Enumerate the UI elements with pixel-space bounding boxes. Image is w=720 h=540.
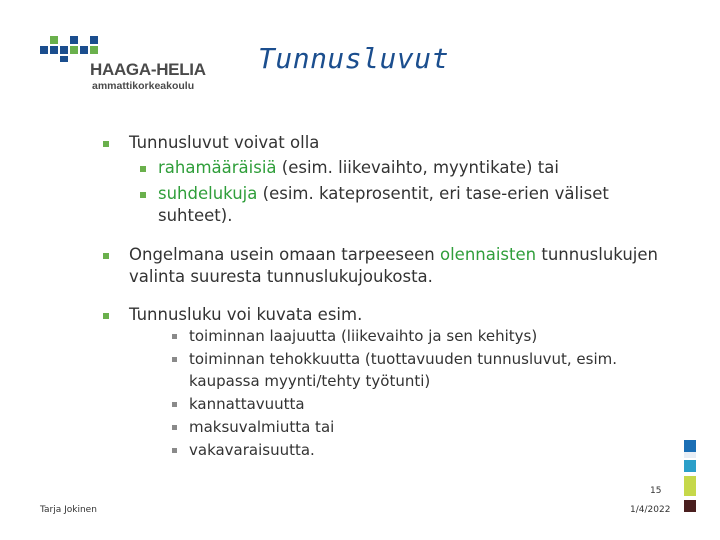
bullet-marker: [140, 166, 146, 172]
color-bar: [684, 460, 696, 472]
color-bar: [684, 476, 696, 496]
bullet-3-sub-5: vakavaraisuutta.: [189, 441, 315, 459]
bullet-marker: [172, 334, 177, 339]
page-number: 15: [650, 486, 662, 496]
bullet-3-sub-2-cont: kaupassa myynti/tehty työtunti): [189, 372, 431, 390]
bullet-3-sub-4: maksuvalmiutta tai: [189, 418, 335, 436]
color-bar: [684, 440, 696, 452]
text: tunnuslukujen: [536, 245, 658, 264]
bullet-marker: [103, 313, 109, 319]
bullet-marker: [103, 253, 109, 259]
color-bar-spacer: [684, 452, 696, 458]
bullet-3-sub-3: kannattavuutta: [189, 395, 305, 413]
bullet-marker: [103, 141, 109, 147]
slide-title: Tunnusluvut: [258, 42, 449, 75]
bullet-3-sub-2: toiminnan tehokkuutta (tuottavuuden tunnusluvut, esim.: [189, 350, 618, 368]
bullet-2-text: [129, 245, 658, 264]
bullet-marker: [172, 402, 177, 407]
haaga-helia-logo: [38, 32, 208, 94]
bullet-marker: [172, 357, 177, 362]
highlight-text: suhdelukuja: [158, 184, 258, 203]
highlight-text: rahamääräisiä: [158, 158, 277, 177]
logo-subtitle: ammattikorkeakoulu: [92, 80, 195, 92]
bullet-1-text: Tunnusluvut voivat olla: [129, 133, 320, 152]
bullet-3-sub-1: toiminnan laajuutta (liikevaihto ja sen kehitys): [189, 327, 538, 345]
bullet-1-sub-2: [158, 184, 609, 203]
sub-text: (esim. liikevaihto, myyntikate) tai: [276, 158, 559, 177]
text: Ongelmana usein omaan tarpeeseen: [129, 245, 440, 264]
bullet-3-text: Tunnusluku voi kuvata esim.: [129, 305, 363, 324]
bullet-marker: [172, 448, 177, 453]
highlight-text: olennaisten: [439, 245, 537, 264]
logo-squares-icon: [38, 32, 98, 62]
bullet-marker: [140, 192, 146, 198]
sub-text: (esim. kateprosentit, eri tase-erien väliset: [257, 184, 609, 203]
footer-author: Tarja Jokinen: [40, 505, 97, 515]
bullet-2-cont: valinta suuresta tunnuslukujoukosta.: [129, 267, 433, 286]
footer-date: 1/4/2022: [630, 505, 671, 515]
logo-name: HAAGA-HELIA: [90, 60, 206, 79]
color-bar: [684, 500, 696, 512]
bullet-marker: [172, 425, 177, 430]
bullet-1-sub-1: [158, 158, 559, 177]
bullet-1-sub-2-cont: suhteet).: [158, 206, 233, 225]
